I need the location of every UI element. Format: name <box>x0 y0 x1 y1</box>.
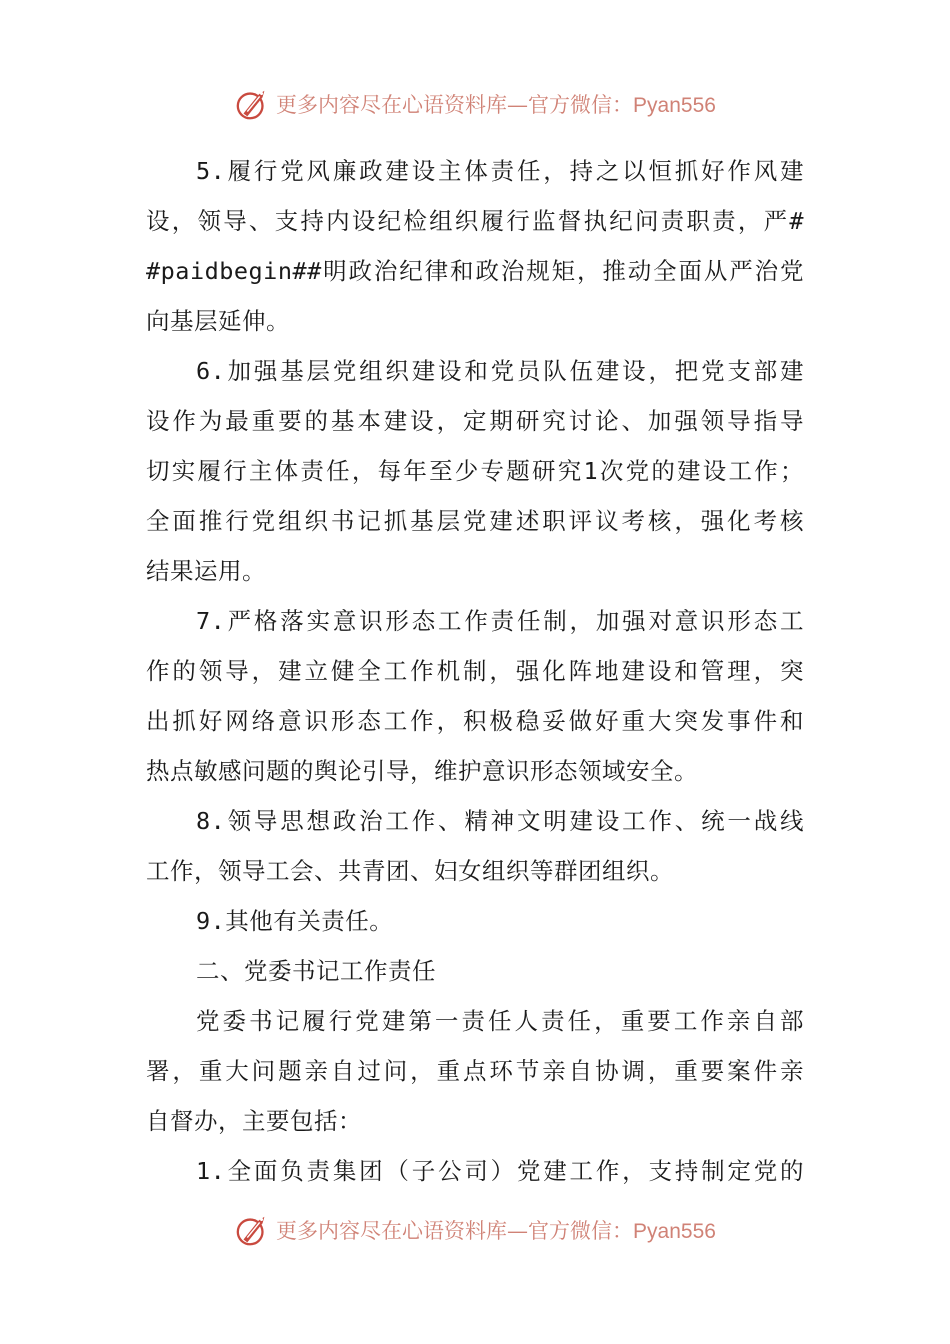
wechat-handle: Pyan556 <box>633 94 716 117</box>
text-line: 向基层延伸。 <box>146 307 290 335</box>
text-line: 二、党委书记工作责任 <box>196 957 436 985</box>
text-line: 热点敏感问题的舆论引导，维护意识形态领域安全。 <box>146 757 698 785</box>
wechat-handle: Pyan556 <box>633 1220 716 1243</box>
text-line: 7.严格落实意识形态工作责任制，加强对意识形态工 <box>196 607 804 635</box>
text-line: 1.全面负责集团（子公司）党建工作，支持制定党的 <box>196 1157 804 1185</box>
text-line: 结果运用。 <box>146 557 266 585</box>
text-line: 全面推行党组织书记抓基层党建述职评议考核，强化考核 <box>146 507 804 535</box>
text-line: 作的领导，建立健全工作机制，强化阵地建设和管理，突 <box>146 657 804 685</box>
text-line: 8.领导思想政治工作、精神文明建设工作、统一战线 <box>196 807 804 835</box>
text-line: #paidbegin##明政治纪律和政治规矩，推动全面从严治党 <box>146 257 804 285</box>
text-line: 工作，领导工会、共青团、妇女组织等群团组织。 <box>146 857 674 885</box>
header-banner <box>0 84 950 124</box>
text-line: 9.其他有关责任。 <box>196 907 394 935</box>
text-line: 党委书记履行党建第一责任人责任，重要工作亲自部 <box>196 1007 804 1035</box>
text-line: 5.履行党风廉政建设主体责任，持之以恒抓好作风建 <box>196 157 804 185</box>
text-line: 出抓好网络意识形态工作，积极稳妥做好重大突发事件和 <box>146 707 804 735</box>
document-body <box>146 146 804 1196</box>
banner-text: 更多内容尽在心语资料库—官方微信：Pyan556 <box>276 1219 716 1243</box>
footer-banner <box>0 1210 950 1250</box>
text-line: 设作为最重要的基本建设，定期研究讨论、加强领导指导 <box>146 407 804 435</box>
text-line: 设，领导、支持内设纪检组织履行监督执纪问责职责，严# <box>146 207 804 235</box>
pen-nib-logo-icon <box>234 85 272 123</box>
banner-text: 更多内容尽在心语资料库—官方微信：Pyan556 <box>276 93 716 117</box>
pen-nib-logo-icon <box>234 1211 272 1249</box>
text-line: 自督办，主要包括： <box>146 1107 362 1135</box>
text-line: 署，重大问题亲自过问，重点环节亲自协调，重要案件亲 <box>146 1057 804 1085</box>
text-line: 切实履行主体责任，每年至少专题研究1次党的建设工作； <box>146 457 804 485</box>
text-line: 6.加强基层党组织建设和党员队伍建设，把党支部建 <box>196 357 804 385</box>
